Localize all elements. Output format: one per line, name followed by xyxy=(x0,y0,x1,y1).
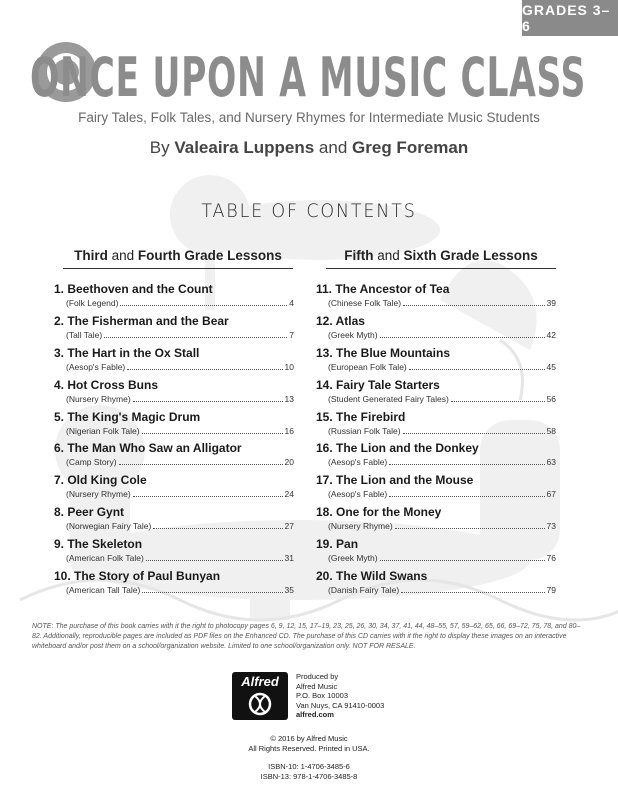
entry-type: (Chinese Folk Tale) xyxy=(328,298,402,308)
entry-page: 31 xyxy=(284,553,294,564)
entry-type: (Danish Fairy Tale) xyxy=(328,585,400,596)
toc-entry[interactable] xyxy=(316,282,556,314)
entry-page: 20 xyxy=(284,457,294,468)
entry-title: 8. Peer Gynt xyxy=(54,505,125,520)
title-text: ONCE UPON A MUSIC CLASS xyxy=(30,46,586,108)
entry-type: (European Folk Tale) xyxy=(328,361,407,372)
entry-page: 10 xyxy=(284,361,294,372)
entry-type: (Aesop's Fable) xyxy=(328,489,388,500)
entry-title: 10. The Story of Paul Bunyan xyxy=(54,569,221,584)
grades-badge: GRADES 3–6 xyxy=(522,0,618,36)
entry-title: 16. The Lion and the Donkey xyxy=(316,441,479,456)
entry-page: 16 xyxy=(284,425,294,436)
entry-title: 4. Hot Cross Buns xyxy=(54,377,159,392)
entry-type: (American Tall Tale) xyxy=(66,585,141,596)
entry-page: 73 xyxy=(546,521,556,532)
produced-by: Produced by xyxy=(296,672,339,681)
authors-by: By xyxy=(149,138,170,157)
toc-entry[interactable] xyxy=(54,282,294,314)
entry-type: (Nursery Rhyme) xyxy=(66,393,131,404)
authors-line xyxy=(0,138,618,158)
entry-title: 6. The Man Who Saw an Alligator xyxy=(54,441,242,456)
toc-entry[interactable] xyxy=(54,537,294,569)
publisher-info xyxy=(296,672,384,720)
entry-title: 11. The Ancestor of Tea xyxy=(316,282,450,296)
entry-type: (Student Generated Fairy Tales) xyxy=(328,393,449,404)
publisher-po-box: P.O. Box 10003 xyxy=(296,691,348,700)
entry-title: 7. Old King Cole xyxy=(54,473,147,488)
toc-entry[interactable] xyxy=(316,314,556,346)
publisher-url[interactable]: alfred.com xyxy=(296,710,334,719)
toc-entry[interactable] xyxy=(54,378,294,410)
authors-and: and xyxy=(318,138,348,157)
toc-title: TABLE OF CONTENTS xyxy=(201,200,417,222)
entry-type: (Camp Story) xyxy=(66,457,117,468)
entry-type: (Nigerian Folk Tale) xyxy=(66,425,140,436)
alfred-logo xyxy=(232,672,288,720)
left-heading-mid: and xyxy=(107,248,138,263)
entry-page: 13 xyxy=(284,393,294,404)
entry-title: 3. The Hart in the Ox Stall xyxy=(54,345,200,360)
copyright-line-2: All Rights Reserved. Printed in USA. xyxy=(248,743,370,753)
entry-title: 18. One for the Money xyxy=(316,505,442,520)
toc-entry[interactable] xyxy=(316,505,556,537)
copyright-line-1: © 2016 by Alfred Music xyxy=(270,734,348,743)
left-column-heading xyxy=(63,248,293,269)
entry-title: 14. Fairy Tale Starters xyxy=(316,377,440,392)
isbn-10: ISBN-10: 1-4706-3485-6 xyxy=(268,762,350,771)
publisher-city: Van Nuys, CA 91410-0003 xyxy=(296,700,385,710)
entry-page: 7 xyxy=(289,329,294,340)
isbn-13: ISBN-13: 978-1-4706-3485-8 xyxy=(260,771,358,781)
entry-title: 2. The Fisherman and the Bear xyxy=(54,313,229,328)
entry-title: 9. The Skeleton xyxy=(54,537,143,552)
entry-type: (Tall Tale) xyxy=(66,329,103,340)
entry-type: (Nursery Rhyme) xyxy=(66,489,131,500)
isbn-block xyxy=(0,762,618,781)
toc-entry[interactable] xyxy=(316,441,556,473)
book-title xyxy=(30,34,590,108)
publisher-name: Alfred Music xyxy=(296,681,338,691)
toc-entry[interactable] xyxy=(316,537,556,569)
entry-type: (Norwegian Fairy Tale) xyxy=(66,521,152,532)
toc-entry[interactable] xyxy=(316,410,556,442)
right-heading-a: Fifth xyxy=(344,248,374,263)
entry-page: 76 xyxy=(546,553,556,564)
entry-page: 42 xyxy=(546,329,556,340)
entry-title: 15. The Firebird xyxy=(316,409,406,424)
entry-type: (American Folk Tale) xyxy=(66,553,144,564)
toc-entry[interactable] xyxy=(316,378,556,410)
entry-title: 17. The Lion and the Mouse xyxy=(316,473,474,488)
left-toc-list xyxy=(54,282,294,601)
author-1: Valeaira Luppens xyxy=(174,138,315,157)
entry-type: (Greek Myth) xyxy=(328,553,378,564)
entry-page: 56 xyxy=(546,393,556,404)
entry-page: 4 xyxy=(289,298,294,308)
toc-entry[interactable] xyxy=(54,569,294,601)
toc-entry[interactable] xyxy=(54,473,294,505)
entry-type: (Nursery Rhyme) xyxy=(328,521,393,532)
entry-page: 24 xyxy=(284,489,294,500)
entry-title: 1. Beethoven and the Count xyxy=(54,282,213,296)
toc-entry[interactable] xyxy=(54,505,294,537)
entry-page: 27 xyxy=(284,521,294,532)
entry-type: (Folk Legend) xyxy=(66,298,119,308)
entry-type: (Russian Folk Tale) xyxy=(328,425,401,436)
toc-entry[interactable] xyxy=(54,441,294,473)
entry-title: 13. The Blue Mountains xyxy=(316,345,451,360)
toc-entry[interactable] xyxy=(54,410,294,442)
entry-page: 39 xyxy=(546,298,556,308)
toc-entry[interactable] xyxy=(54,346,294,378)
author-2: Greg Foreman xyxy=(352,138,469,157)
subtitle: Fairy Tales, Folk Tales, and Nursery Rhymes for Intermediate Music Students xyxy=(78,110,540,125)
left-heading-a: Third xyxy=(74,248,108,263)
right-toc-list xyxy=(316,282,556,601)
right-heading-b: Sixth Grade Lessons xyxy=(403,248,538,263)
music-clef-icon xyxy=(246,692,274,716)
toc-entry[interactable] xyxy=(316,346,556,378)
entry-page: 45 xyxy=(546,361,556,372)
entry-title: 19. Pan xyxy=(316,537,359,552)
entry-title: 5. The King's Magic Drum xyxy=(54,409,201,424)
copyright-note: NOTE: The purchase of this book carries with it the right to photocopy pages 6, 9, 12, 15, 17–19, 23, 25, 26, 30, 34, 37, 41, 44, 48–55, 57, 59–62, 65, 66, 69–72, 75, 78, and 80–82. Additionally, reproducible pages are included as PDF files on the Enhanced CD. The purchase of this CD carries with it the right to display these images on an interactive whiteboard and/or post them on a school/organization website. Limited to one school/organization only. NOT FOR RESALE. xyxy=(32,623,581,650)
entry-page: 67 xyxy=(546,489,556,500)
right-column-heading xyxy=(326,248,556,269)
entry-page: 79 xyxy=(546,585,556,596)
copyright xyxy=(0,734,618,753)
toc-entry[interactable] xyxy=(54,314,294,346)
entry-title: 12. Atlas xyxy=(316,313,365,328)
entry-type: (Greek Myth) xyxy=(328,329,378,340)
logo-text: Alfred xyxy=(241,674,279,689)
left-heading-b: Fourth Grade Lessons xyxy=(137,248,282,263)
entry-type: (Aesop's Fable) xyxy=(66,361,126,372)
toc-entry[interactable] xyxy=(316,473,556,505)
toc-entry[interactable] xyxy=(316,569,556,601)
entry-page: 35 xyxy=(284,585,294,596)
entry-title: 20. The Wild Swans xyxy=(316,569,428,584)
right-heading-mid: and xyxy=(373,248,404,263)
entry-page: 58 xyxy=(546,425,556,436)
entry-type: (Aesop's Fable) xyxy=(328,457,388,468)
entry-page: 63 xyxy=(546,457,556,468)
